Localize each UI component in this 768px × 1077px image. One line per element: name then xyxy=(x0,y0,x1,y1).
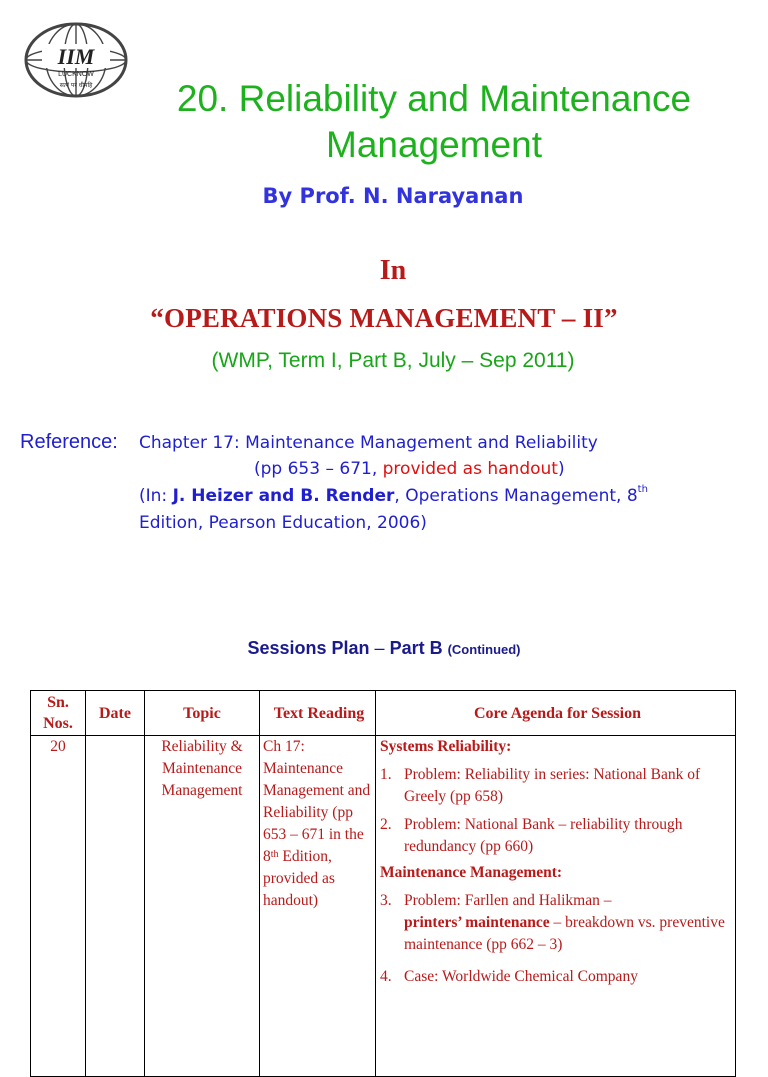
list-item-number: 3. xyxy=(380,892,392,909)
cell-text-reading xyxy=(260,736,376,1077)
in-word: In xyxy=(379,255,407,286)
term-info: (WMP, Term I, Part B, July – Sep 2011) xyxy=(211,349,575,372)
list-item-number: 4. xyxy=(380,968,392,985)
author-line: By Prof. N. Narayanan xyxy=(262,184,524,208)
cell-sn: 20 xyxy=(31,736,86,1077)
list-item xyxy=(380,814,735,858)
header-date: Date xyxy=(86,691,145,736)
table-header-row xyxy=(31,691,736,736)
sessions-plan-part: Part B xyxy=(389,638,443,658)
header-sn: Sn. Nos. xyxy=(31,691,86,736)
header-agenda: Core Agenda for Session xyxy=(376,691,736,736)
list-item xyxy=(380,764,735,808)
slide-title xyxy=(100,76,768,168)
handout-note: provided as handout xyxy=(382,459,558,479)
list-item xyxy=(380,966,735,988)
text-reading-part1: Ch 17: Maintenance Management and Reliability (pp 653 – 671 in the 8 xyxy=(263,738,371,865)
item3-text-b: – breakdown vs. preventive maintenance (pp 662 – 3) xyxy=(404,914,725,953)
book-title: , Operations Management, 8 xyxy=(394,486,638,506)
list-item-text: Problem: National Bank – reliability through redundancy (pp 660) xyxy=(404,816,683,855)
sessions-plan-title xyxy=(0,638,768,659)
cell-date xyxy=(86,736,145,1077)
sessions-plan-continued: (Continued) xyxy=(447,642,521,657)
book-authors: J. Heizer and B. Render xyxy=(172,486,395,506)
list-item-text: Case: Worldwide Chemical Company xyxy=(404,968,638,985)
text-reading-part2: Edition, provided as handout) xyxy=(263,848,335,909)
cell-agenda xyxy=(376,736,736,1077)
agenda-section-maintenance: Maintenance Management: xyxy=(380,864,563,881)
reference-book-open: (In: xyxy=(139,486,173,506)
reference-pages-close: ) xyxy=(557,459,565,479)
list-item-text: Problem: Reliability in series: National Bank of Greely (pp 658) xyxy=(404,766,701,805)
slide-title-line1: 20. Reliability and Maintenance xyxy=(176,78,692,119)
table-row xyxy=(31,736,736,1077)
item3-text-a: Problem: Farllen and Halikman – xyxy=(404,892,612,909)
svg-text:LUCKNOW: LUCKNOW xyxy=(58,71,94,78)
agenda-section-reliability: Systems Reliability: xyxy=(380,738,512,755)
item3-bold: printers’ maintenance xyxy=(404,914,550,931)
book-edition-sup: th xyxy=(637,484,648,495)
course-name: “OPERATIONS MANAGEMENT – II” xyxy=(150,303,618,333)
reference-pages-text: (pp 653 – 671, xyxy=(254,459,383,479)
header-text-reading: Text Reading xyxy=(260,691,376,736)
reference-chapter: Chapter 17: Maintenance Management and Reliability xyxy=(139,433,598,453)
svg-text:सत्यं परं धीमहि: सत्यं परं धीमहि xyxy=(59,82,93,89)
sessions-plan-dash: – xyxy=(369,638,390,658)
sessions-table xyxy=(30,690,736,1077)
slide-title-line2: Management xyxy=(326,124,542,165)
text-reading-sup: th xyxy=(270,849,279,860)
svg-text:IIM: IIM xyxy=(57,44,95,69)
sessions-plan-label: Sessions Plan xyxy=(247,638,370,658)
list-item-number: 1. xyxy=(380,766,392,783)
list-item-number: 2. xyxy=(380,816,392,833)
list-item-text xyxy=(404,890,735,956)
reference-label: Reference: xyxy=(20,431,118,453)
header-topic: Topic xyxy=(145,691,260,736)
cell-topic: Reliability & Maintenance Management xyxy=(145,736,260,1077)
reference-book xyxy=(139,486,648,506)
reference-pages xyxy=(254,459,565,479)
list-item xyxy=(380,890,735,956)
reference-book-line2: Edition, Pearson Education, 2006) xyxy=(139,513,427,533)
